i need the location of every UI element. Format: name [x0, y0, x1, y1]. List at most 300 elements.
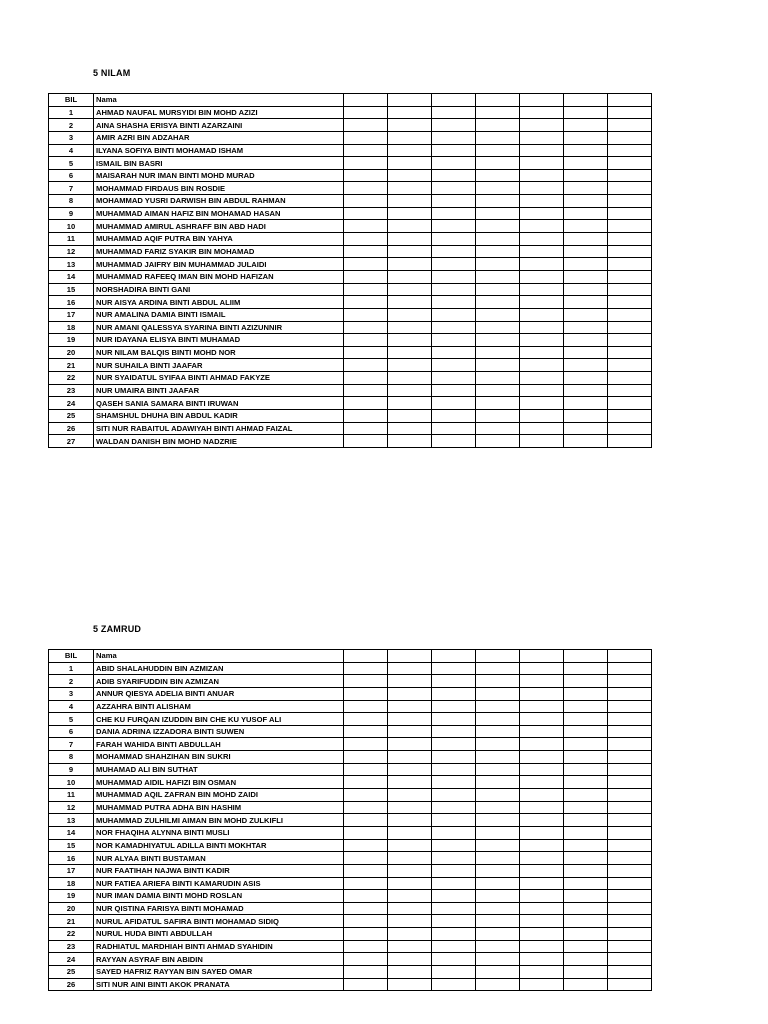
- blank-cell: [388, 334, 432, 347]
- blank-cell: [520, 877, 564, 890]
- blank-cell: [608, 321, 652, 334]
- blank-cell: [520, 220, 564, 233]
- blank-cell: [344, 131, 388, 144]
- blank-cell: [388, 359, 432, 372]
- blank-cell: [388, 346, 432, 359]
- blank-cell: [520, 182, 564, 195]
- blank-cell: [432, 763, 476, 776]
- blank-cell: [476, 953, 520, 966]
- class-title-nilam: 5 NILAM: [93, 68, 131, 78]
- blank-cell: [344, 296, 388, 309]
- blank-cell: [388, 877, 432, 890]
- blank-cell: [564, 296, 608, 309]
- table-row: [49, 662, 652, 675]
- blank-cell: [520, 852, 564, 865]
- blank-cell: [520, 435, 564, 448]
- row-number: 22: [49, 928, 94, 941]
- row-number: 10: [49, 776, 94, 789]
- blank-cell: [432, 207, 476, 220]
- row-number: 17: [49, 308, 94, 321]
- table-row: [49, 334, 652, 347]
- blank-cell: [608, 801, 652, 814]
- blank-cell: [520, 940, 564, 953]
- blank-cell: [520, 738, 564, 751]
- table-row: [49, 359, 652, 372]
- blank-cell: [476, 131, 520, 144]
- row-number: 7: [49, 738, 94, 751]
- blank-cell: [608, 675, 652, 688]
- table-row: [49, 877, 652, 890]
- table-row: [49, 106, 652, 119]
- blank-cell: [564, 346, 608, 359]
- row-number: 2: [49, 675, 94, 688]
- blank-cell: [388, 953, 432, 966]
- blank-cell: [432, 283, 476, 296]
- blank-cell: [564, 258, 608, 271]
- student-name: CHE KU FURQAN IZUDDIN BIN CHE KU YUSOF ALI: [94, 713, 344, 726]
- blank-cell: [388, 321, 432, 334]
- blank-cell: [564, 220, 608, 233]
- blank-cell: [388, 258, 432, 271]
- blank-cell: [564, 940, 608, 953]
- row-number: 13: [49, 814, 94, 827]
- row-number: 5: [49, 157, 94, 170]
- roster-table-zamrud: [48, 649, 652, 991]
- student-name: NUR UMAIRA BINTI JAAFAR: [94, 384, 344, 397]
- blank-cell: [388, 233, 432, 246]
- blank-cell: [608, 220, 652, 233]
- row-number: 20: [49, 346, 94, 359]
- row-number: 4: [49, 144, 94, 157]
- blank-cell: [476, 814, 520, 827]
- blank-cell: [608, 308, 652, 321]
- table-row: [49, 296, 652, 309]
- student-name: SITI NUR RABAITUL ADAWIYAH BINTI AHMAD FAIZAL: [94, 422, 344, 435]
- row-number: 25: [49, 410, 94, 423]
- student-name: NURUL HUDA BINTI ABDULLAH: [94, 928, 344, 941]
- table-row: [49, 826, 652, 839]
- blank-cell: [520, 144, 564, 157]
- blank-cell: [432, 296, 476, 309]
- blank-cell: [388, 195, 432, 208]
- blank-cell: [608, 359, 652, 372]
- table-row: [49, 384, 652, 397]
- blank-cell: [520, 978, 564, 991]
- table-row: [49, 144, 652, 157]
- blank-cell: [520, 296, 564, 309]
- blank-cell: [432, 675, 476, 688]
- student-name: ABID SHALAHUDDIN BIN AZMIZAN: [94, 662, 344, 675]
- blank-cell: [388, 384, 432, 397]
- blank-cell: [608, 384, 652, 397]
- header-bil: BIL: [49, 650, 94, 663]
- blank-cell: [564, 738, 608, 751]
- table-row: [49, 953, 652, 966]
- blank-cell: [432, 397, 476, 410]
- blank-cell: [388, 119, 432, 132]
- blank-cell: [344, 169, 388, 182]
- blank-cell: [520, 662, 564, 675]
- blank-cell: [432, 940, 476, 953]
- student-name: MUHAMMAD AMIRUL ASHRAFF BIN ABD HADI: [94, 220, 344, 233]
- blank-cell: [520, 953, 564, 966]
- blank-cell: [564, 157, 608, 170]
- blank-cell: [520, 195, 564, 208]
- table-row: [49, 915, 652, 928]
- blank-cell: [476, 839, 520, 852]
- student-name: AMIR AZRI BIN ADZAHAR: [94, 131, 344, 144]
- blank-cell: [344, 182, 388, 195]
- blank-cell: [564, 233, 608, 246]
- blank-cell: [564, 675, 608, 688]
- blank-cell: [608, 169, 652, 182]
- blank-cell: [476, 283, 520, 296]
- blank-cell: [432, 662, 476, 675]
- blank-cell: [388, 826, 432, 839]
- row-number: 6: [49, 169, 94, 182]
- blank-cell: [520, 397, 564, 410]
- blank-cell: [476, 359, 520, 372]
- blank-cell: [520, 422, 564, 435]
- blank-cell: [564, 687, 608, 700]
- student-name: NUR ALYAA BINTI BUSTAMAN: [94, 852, 344, 865]
- blank-cell: [520, 700, 564, 713]
- table-row: [49, 270, 652, 283]
- student-name: RADHIATUL MARDHIAH BINTI AHMAD SYAHIDIN: [94, 940, 344, 953]
- student-name: NUR IDAYANA ELISYA BINTI MUHAMAD: [94, 334, 344, 347]
- blank-cell: [388, 839, 432, 852]
- table-row: [49, 928, 652, 941]
- blank-cell: [608, 826, 652, 839]
- blank-cell: [432, 195, 476, 208]
- table-row: [49, 346, 652, 359]
- row-number: 6: [49, 725, 94, 738]
- student-name: MUHAMMAD AIDIL HAFIZI BIN OSMAN: [94, 776, 344, 789]
- blank-cell: [520, 233, 564, 246]
- row-number: 3: [49, 131, 94, 144]
- blank-cell: [520, 245, 564, 258]
- blank-cell: [608, 131, 652, 144]
- blank-cell: [564, 384, 608, 397]
- blank-cell: [608, 789, 652, 802]
- table-row: [49, 687, 652, 700]
- student-name: SITI NUR AINI BINTI AKOK PRANATA: [94, 978, 344, 991]
- blank-cell: [476, 334, 520, 347]
- blank-cell: [564, 789, 608, 802]
- blank-cell: [432, 751, 476, 764]
- header-nama: Nama: [94, 650, 344, 663]
- blank-cell: [344, 207, 388, 220]
- blank-cell: [564, 410, 608, 423]
- table-row: [49, 182, 652, 195]
- blank-cell: [608, 852, 652, 865]
- row-number: 10: [49, 220, 94, 233]
- blank-cell: [388, 776, 432, 789]
- blank-cell: [476, 195, 520, 208]
- header-nama: Nama: [94, 94, 344, 107]
- blank-cell: [388, 662, 432, 675]
- blank-cell: [476, 687, 520, 700]
- blank-cell: [520, 207, 564, 220]
- blank-cell: [476, 890, 520, 903]
- blank-cell: [564, 270, 608, 283]
- blank-cell: [564, 814, 608, 827]
- blank-cell: [344, 953, 388, 966]
- blank-cell: [520, 776, 564, 789]
- table-row: [49, 131, 652, 144]
- table-header-row: [49, 650, 652, 663]
- row-number: 1: [49, 106, 94, 119]
- blank-cell: [388, 713, 432, 726]
- row-number: 16: [49, 296, 94, 309]
- table-row: [49, 220, 652, 233]
- blank-cell: [432, 814, 476, 827]
- row-number: 27: [49, 435, 94, 448]
- table-row: [49, 789, 652, 802]
- blank-cell: [608, 144, 652, 157]
- blank-cell: [608, 195, 652, 208]
- blank-cell: [608, 258, 652, 271]
- blank-cell: [564, 978, 608, 991]
- blank-cell: [388, 245, 432, 258]
- student-name: NURUL AFIDATUL SAFIRA BINTI MOHAMAD SIDIQ: [94, 915, 344, 928]
- student-name: RAYYAN ASYRAF BIN ABIDIN: [94, 953, 344, 966]
- blank-cell: [388, 890, 432, 903]
- blank-cell: [476, 915, 520, 928]
- blank-cell: [520, 675, 564, 688]
- blank-cell: [476, 308, 520, 321]
- blank-cell: [520, 751, 564, 764]
- blank-cell: [432, 713, 476, 726]
- blank-cell: [608, 763, 652, 776]
- blank-cell: [344, 346, 388, 359]
- student-name: MOHAMMAD SHAHZIHAN BIN SUKRI: [94, 751, 344, 764]
- student-name: MUHAMAD ALI BIN SUTHAT: [94, 763, 344, 776]
- blank-cell: [388, 978, 432, 991]
- blank-cell: [344, 738, 388, 751]
- blank-cell: [432, 245, 476, 258]
- row-number: 21: [49, 915, 94, 928]
- blank-cell: [520, 308, 564, 321]
- blank-cell: [344, 334, 388, 347]
- blank-cell: [520, 890, 564, 903]
- blank-cell: [520, 106, 564, 119]
- blank-cell: [476, 384, 520, 397]
- row-number: 26: [49, 978, 94, 991]
- blank-cell: [388, 422, 432, 435]
- blank-cell: [344, 372, 388, 385]
- blank-cell: [476, 902, 520, 915]
- student-name: AHMAD NAUFAL MURSYIDI BIN MOHD AZIZI: [94, 106, 344, 119]
- blank-cell: [476, 801, 520, 814]
- blank-cell: [388, 751, 432, 764]
- blank-cell: [564, 826, 608, 839]
- blank-cell: [608, 435, 652, 448]
- blank-cell: [344, 662, 388, 675]
- blank-cell: [344, 789, 388, 802]
- row-number: 19: [49, 334, 94, 347]
- blank-cell: [344, 233, 388, 246]
- blank-cell: [476, 169, 520, 182]
- blank-cell: [608, 725, 652, 738]
- table-row: [49, 435, 652, 448]
- blank-cell: [564, 700, 608, 713]
- blank-column-header: [520, 94, 564, 107]
- blank-cell: [608, 207, 652, 220]
- blank-cell: [564, 839, 608, 852]
- blank-cell: [564, 852, 608, 865]
- blank-column-header: [344, 650, 388, 663]
- blank-column-header: [564, 650, 608, 663]
- blank-cell: [608, 687, 652, 700]
- blank-cell: [476, 233, 520, 246]
- table-row: [49, 675, 652, 688]
- student-name: NUR AMANI QALESSYA SYARINA BINTI AZIZUNNIR: [94, 321, 344, 334]
- blank-cell: [476, 270, 520, 283]
- blank-cell: [564, 662, 608, 675]
- blank-cell: [388, 296, 432, 309]
- row-number: 18: [49, 321, 94, 334]
- blank-cell: [476, 258, 520, 271]
- blank-cell: [476, 182, 520, 195]
- blank-column-header: [608, 94, 652, 107]
- blank-cell: [520, 966, 564, 979]
- row-number: 11: [49, 233, 94, 246]
- table-row: [49, 725, 652, 738]
- blank-column-header: [344, 94, 388, 107]
- blank-cell: [344, 725, 388, 738]
- blank-cell: [432, 687, 476, 700]
- blank-cell: [520, 169, 564, 182]
- blank-cell: [344, 978, 388, 991]
- header-bil: BIL: [49, 94, 94, 107]
- blank-cell: [476, 662, 520, 675]
- row-number: 22: [49, 372, 94, 385]
- roster-body: [49, 662, 652, 991]
- blank-cell: [476, 751, 520, 764]
- table-row: [49, 966, 652, 979]
- blank-cell: [388, 852, 432, 865]
- blank-cell: [388, 940, 432, 953]
- table-header-row: [49, 94, 652, 107]
- blank-cell: [476, 738, 520, 751]
- blank-cell: [520, 258, 564, 271]
- blank-column-header: [388, 94, 432, 107]
- blank-cell: [388, 220, 432, 233]
- blank-cell: [388, 915, 432, 928]
- blank-cell: [520, 131, 564, 144]
- blank-cell: [520, 410, 564, 423]
- blank-cell: [608, 346, 652, 359]
- blank-cell: [564, 359, 608, 372]
- roster-table-nilam: [48, 93, 652, 448]
- blank-column-header: [432, 94, 476, 107]
- row-number: 7: [49, 182, 94, 195]
- student-name: MUHAMMAD AIMAN HAFIZ BIN MOHAMAD HASAN: [94, 207, 344, 220]
- blank-column-header: [388, 650, 432, 663]
- blank-cell: [476, 321, 520, 334]
- blank-cell: [432, 700, 476, 713]
- blank-cell: [432, 915, 476, 928]
- blank-cell: [388, 725, 432, 738]
- blank-cell: [344, 106, 388, 119]
- blank-cell: [608, 397, 652, 410]
- row-number: 15: [49, 839, 94, 852]
- row-number: 18: [49, 877, 94, 890]
- blank-cell: [388, 397, 432, 410]
- blank-cell: [344, 270, 388, 283]
- blank-cell: [432, 410, 476, 423]
- student-name: SAYED HAFRIZ RAYYAN BIN SAYED OMAR: [94, 966, 344, 979]
- blank-cell: [564, 182, 608, 195]
- blank-cell: [344, 687, 388, 700]
- blank-cell: [608, 814, 652, 827]
- blank-cell: [432, 131, 476, 144]
- row-number: 12: [49, 801, 94, 814]
- row-number: 11: [49, 789, 94, 802]
- row-number: 12: [49, 245, 94, 258]
- blank-cell: [388, 372, 432, 385]
- blank-cell: [344, 814, 388, 827]
- blank-cell: [388, 435, 432, 448]
- blank-cell: [564, 725, 608, 738]
- student-name: ADIB SYARIFUDDIN BIN AZMIZAN: [94, 675, 344, 688]
- blank-cell: [432, 346, 476, 359]
- row-number: 13: [49, 258, 94, 271]
- blank-cell: [564, 131, 608, 144]
- blank-cell: [520, 713, 564, 726]
- table-row: [49, 119, 652, 132]
- blank-cell: [564, 119, 608, 132]
- table-row: [49, 195, 652, 208]
- blank-cell: [608, 978, 652, 991]
- blank-cell: [388, 169, 432, 182]
- blank-cell: [608, 738, 652, 751]
- blank-column-header: [432, 650, 476, 663]
- blank-cell: [520, 725, 564, 738]
- table-row: [49, 410, 652, 423]
- blank-cell: [388, 675, 432, 688]
- blank-cell: [564, 321, 608, 334]
- table-row: [49, 422, 652, 435]
- blank-cell: [520, 763, 564, 776]
- row-number: 14: [49, 270, 94, 283]
- blank-cell: [344, 928, 388, 941]
- blank-cell: [432, 864, 476, 877]
- blank-cell: [564, 245, 608, 258]
- blank-cell: [344, 308, 388, 321]
- blank-cell: [476, 826, 520, 839]
- table-row: [49, 978, 652, 991]
- blank-cell: [564, 195, 608, 208]
- blank-cell: [432, 258, 476, 271]
- blank-cell: [432, 359, 476, 372]
- blank-cell: [344, 864, 388, 877]
- blank-cell: [608, 776, 652, 789]
- blank-cell: [608, 877, 652, 890]
- student-name: ISMAIL BIN BASRI: [94, 157, 344, 170]
- blank-cell: [564, 864, 608, 877]
- blank-cell: [564, 207, 608, 220]
- blank-cell: [432, 435, 476, 448]
- blank-cell: [476, 207, 520, 220]
- student-name: NUR AMALINA DAMIA BINTI ISMAIL: [94, 308, 344, 321]
- blank-cell: [608, 372, 652, 385]
- row-number: 1: [49, 662, 94, 675]
- blank-cell: [476, 877, 520, 890]
- blank-cell: [344, 195, 388, 208]
- table-row: [49, 940, 652, 953]
